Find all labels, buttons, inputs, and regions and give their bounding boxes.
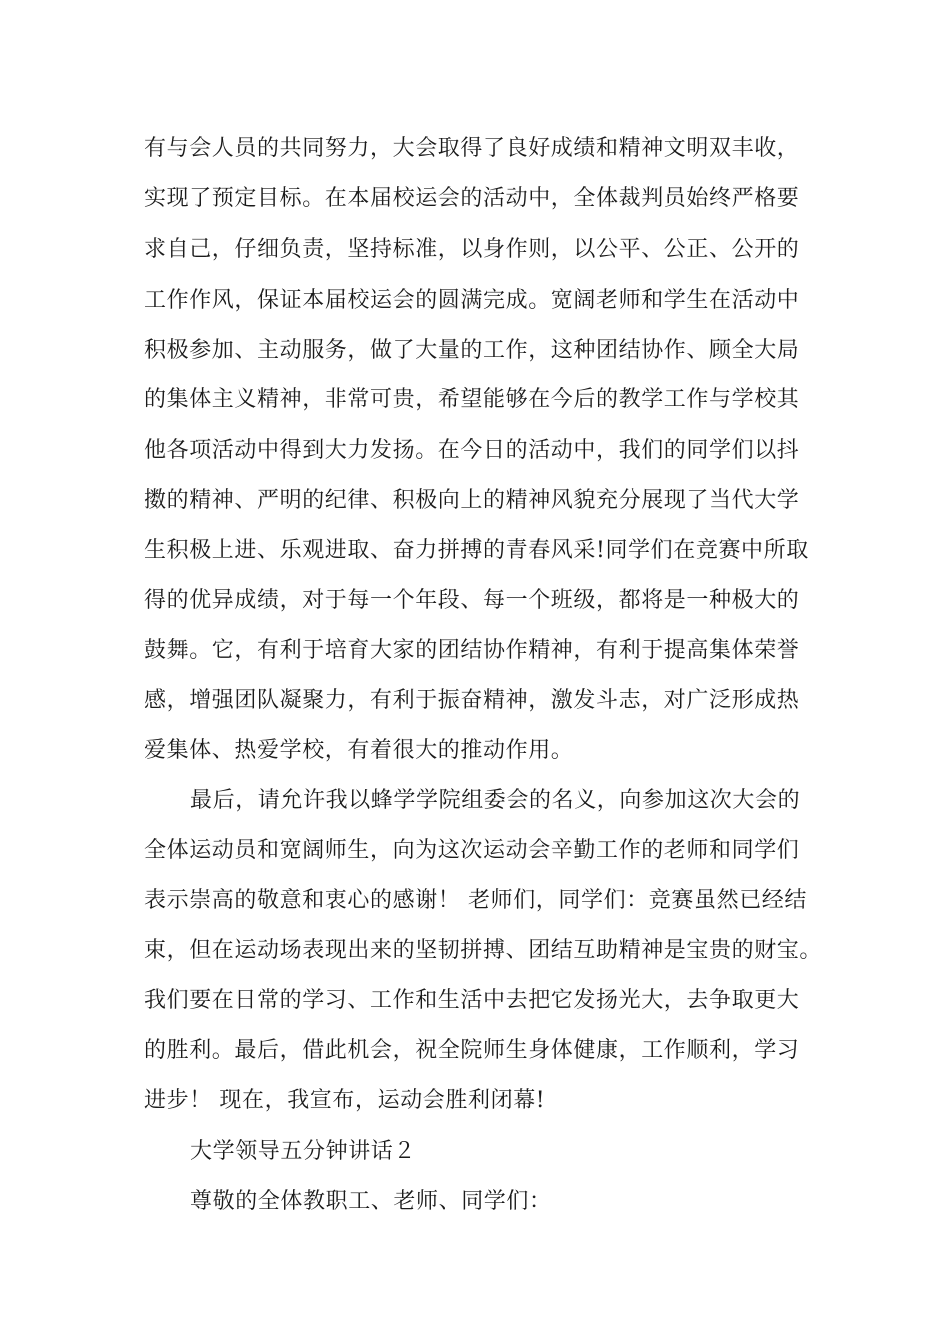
body-line: 他各项活动中得到大力发扬。在今日的活动中，我们的同学们以抖 <box>144 438 800 463</box>
body-line: 得的优异成绩，对于每一个年段、每一个班级，都将是一种极大的 <box>144 588 800 613</box>
section-heading: 大学领导五分钟讲话２ <box>190 1139 417 1164</box>
body-line: 擞的精神、严明的纪律、积极向上的精神风貌充分展现了当代大学 <box>144 488 800 513</box>
body-line: 实现了预定目标。在本届校运会的活动中，全体裁判员始终严格要 <box>144 186 800 211</box>
body-line: 全体运动员和宽阔师生，向为这次运动会辛勤工作的老师和同学们 <box>144 838 800 863</box>
greeting-line: 尊敬的全体教职工、老师、同学们： <box>190 1189 552 1214</box>
body-line: 感，增强团队凝聚力，有利于振奋精神，激发斗志，对广泛形成热 <box>144 688 800 713</box>
body-line: 进步！ 现在，我宣布，运动会胜利闭幕! <box>144 1088 546 1113</box>
body-line: 求自己，仔细负责，坚持标准，以身作则，以公平、公正、公开的 <box>144 237 800 262</box>
body-line: 有与会人员的共同努力，大会取得了良好成绩和精神文明双丰收， <box>144 136 800 161</box>
body-line: 的集体主义精神，非常可贵，希望能够在今后的教学工作与学校其 <box>144 387 800 412</box>
body-line: 表示崇高的敬意和衷心的感谢！ 老师们，同学们：竞赛虽然已经结 <box>144 888 807 913</box>
body-line: 积极参加、主动服务，做了大量的工作，这种团结协作、顾全大局 <box>144 338 800 363</box>
body-line: 生积极上进、乐观进取、奋力拼搏的青春风采!同学们在竞赛中所取 <box>144 538 809 563</box>
body-line: 的胜利。最后，借此机会，祝全院师生身体健康，工作顺利，学习 <box>144 1038 800 1063</box>
body-line: 我们要在日常的学习、工作和生活中去把它发扬光大，去争取更大 <box>144 988 800 1013</box>
body-line: 爱集体、热爱学校，有着很大的推动作用。 <box>144 738 574 763</box>
body-line: 工作作风，保证本届校运会的圆满完成。宽阔老师和学生在活动中 <box>144 288 800 313</box>
body-line: 鼓舞。它，有利于培育大家的团结协作精神，有利于提高集体荣誉 <box>144 638 800 663</box>
body-line: 束，但在运动场表现出来的坚韧拼搏、团结互助精神是宝贵的财宝。 <box>144 938 823 963</box>
paragraph-start-line: 最后，请允许我以蜂学学院组委会的名义，向参加这次大会的 <box>190 788 801 813</box>
